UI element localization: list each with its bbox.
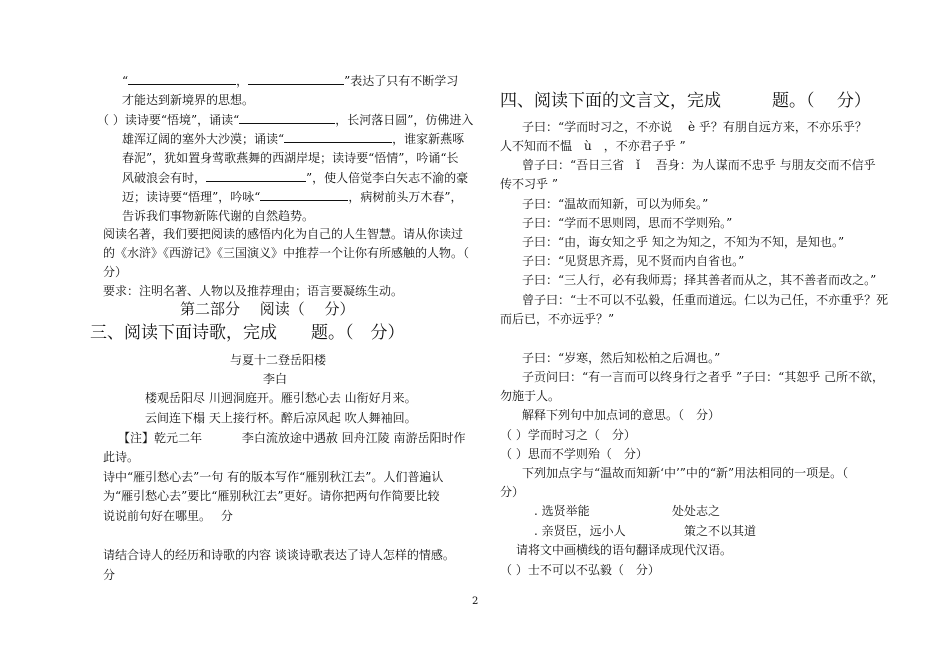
- note-line-2: 此诗。: [103, 450, 140, 464]
- right-line-19: 分）: [500, 485, 525, 499]
- left-line-2: 才能达到新境界的思想。: [122, 93, 255, 107]
- page-number: 2: [472, 596, 479, 607]
- question-2-line-2: 分: [103, 568, 116, 582]
- left-line-9: 阅读名著，我们要把阅读的感悟内化为自己的人生智慧。请从你读过: [103, 227, 464, 241]
- left-line-7-tail: ，病树前头万木春”，: [348, 190, 463, 204]
- blank-5[interactable]: [206, 169, 306, 182]
- right-line-5: 子曰：“温故而知新，可以为师矣。”: [522, 197, 709, 211]
- right-line-18: 下列加点字与“温故而知新‘中’”中的“新”用法相同的一项是。（: [522, 466, 849, 480]
- right-line-4: 传不习乎 ”: [500, 177, 558, 191]
- right-line-13: 子贡问曰：“有一言而可以终身行之者乎 ”子曰：“其恕乎 己所不欲，: [522, 370, 885, 384]
- left-line-6-head: 风破浪会有时，: [122, 171, 207, 185]
- blank-4[interactable]: [284, 130, 392, 143]
- quote-open: “: [122, 74, 129, 88]
- left-line-5: 春泥”，犹如置身莺歌燕舞的西湖岸堤；读诗要“悟情”，吟诵“长: [122, 151, 459, 165]
- blank-1[interactable]: [128, 72, 236, 85]
- right-line-22: 请将文中画横线的语句翻译成现代汉语。: [516, 543, 733, 557]
- note-line-1: 【注】乾元二年 李白流放途中遇赦 回舟江陵 南游岳阳时作: [118, 431, 466, 445]
- right-line-16: （ ）学而时习之（ 分）: [500, 428, 636, 442]
- blank-2[interactable]: [248, 72, 344, 85]
- left-line-3-tail: ，长河落日圆”，仿佛进入: [335, 113, 474, 127]
- right-line-9: 子曰：“三人行，必有我师焉；择其善者而从之，其不善者而改之。”: [522, 273, 877, 287]
- section-three-heading: 三、阅读下面诗歌，完成 题。（ 分）: [90, 323, 405, 343]
- left-line-7-head: 迈；读诗要“悟理”，吟咏“: [122, 190, 261, 204]
- right-line-7: 子曰：“由，诲女知之乎 知之为知之，不知为不知，是知也。”: [522, 235, 845, 249]
- left-line-8: 告诉我们事物新陈代谢的自然趋势。: [122, 209, 315, 223]
- left-line-3-head: （ ）读诗要“悟境”，诵读“: [97, 113, 240, 127]
- poem-author: 李白: [263, 372, 288, 386]
- option-b: 处处志之: [672, 504, 721, 518]
- poem-line-2: 云间连下榻 天上接行杯。醉后凉风起 吹人舞袖回。: [145, 411, 417, 425]
- blank-6[interactable]: [260, 188, 348, 201]
- left-line-12: 要求：注明名著、人物以及推荐理由；语言要凝练生动。: [103, 284, 404, 298]
- right-line-11: 而后已，不亦远乎？”: [500, 312, 615, 326]
- right-line-17: （ ）思而不学则殆（ 分）: [500, 447, 648, 461]
- poem-line-1: 楼观岳阳尽 川迥洞庭开。雁引愁心去 山衔好月来。: [145, 391, 417, 405]
- section-four-heading: 四、阅读下面的文言文，完成 题。（ 分）: [500, 91, 871, 111]
- question-1-line-2: 为“雁引愁心去”要比“雁别秋江去”更好。请你把两句作简要比较: [103, 489, 440, 503]
- right-line-10: 曾子曰：“士不可以不弘毅，任重而道远。仁以为己任，不亦重乎？死: [522, 293, 889, 307]
- option-a: . 选贤举能: [534, 504, 590, 518]
- right-line-23: （ ）士不可以不弘毅（ 分）: [500, 563, 660, 577]
- right-line-12: 子曰：“岁寒，然后知松柏之后凋也。”: [522, 351, 721, 365]
- left-line-1-tail: ”表达了只有不断学习: [344, 74, 459, 88]
- poem-title: 与夏十二登岳阳楼: [230, 353, 327, 367]
- question-1-line-1: 诗中“雁引愁心去”一句 有的版本写作“雁别秋江去”。人们普遍认: [103, 470, 444, 484]
- comma: ，: [236, 74, 249, 88]
- right-line-2: 人不知而不愠 ù ，不亦君子乎 ”: [500, 139, 686, 153]
- left-line-6: [122, 169, 468, 186]
- left-line-4: [122, 130, 464, 147]
- right-line-1: 子曰：“学而时习之，不亦说 è 乎？有朋自远方来，不亦乐乎？: [522, 120, 867, 134]
- right-line-3: 曾子曰：“吾日三省 ǐ 吾身：为人谋而不忠乎 与朋友交而不信乎: [522, 158, 876, 172]
- option-c: . 亲贤臣，远小人: [534, 524, 626, 538]
- right-line-14: 勿施于人。: [500, 389, 561, 403]
- question-2-line-1: 请结合诗人的经历和诗歌的内容 谈谈诗歌表达了诗人怎样的情感。: [103, 548, 455, 562]
- left-line-1: [122, 72, 458, 89]
- left-line-11: 分）: [103, 265, 128, 279]
- right-line-6: 子曰：“学而不思则罔，思而不学则殆。”: [522, 216, 733, 230]
- left-line-10: 的《水浒》《西游记》《三国演义》中推荐一个让你有所感触的人物。（: [103, 246, 470, 260]
- left-line-7: [122, 188, 463, 205]
- right-line-15: 解释下列句中加点词的意思。（ 分）: [522, 408, 721, 422]
- part-two-heading: 第二部分 阅读（ 分）: [180, 300, 355, 318]
- left-line-6-tail: ”，使人倍觉李白矢志不渝的豪: [306, 171, 469, 185]
- question-1-line-3: 说说前句好在哪里。 分: [103, 509, 233, 523]
- blank-3[interactable]: [239, 111, 335, 124]
- left-line-3: [97, 111, 473, 128]
- right-line-8: 子曰：“见贤思齐焉，见不贤而内自省也。”: [522, 254, 745, 268]
- left-line-4-head: 雄浑辽阔的塞外大沙漠；诵读“: [122, 132, 285, 146]
- option-d: 策之不以其道: [684, 524, 757, 538]
- left-line-4-tail: ，谁家新燕啄: [392, 132, 465, 146]
